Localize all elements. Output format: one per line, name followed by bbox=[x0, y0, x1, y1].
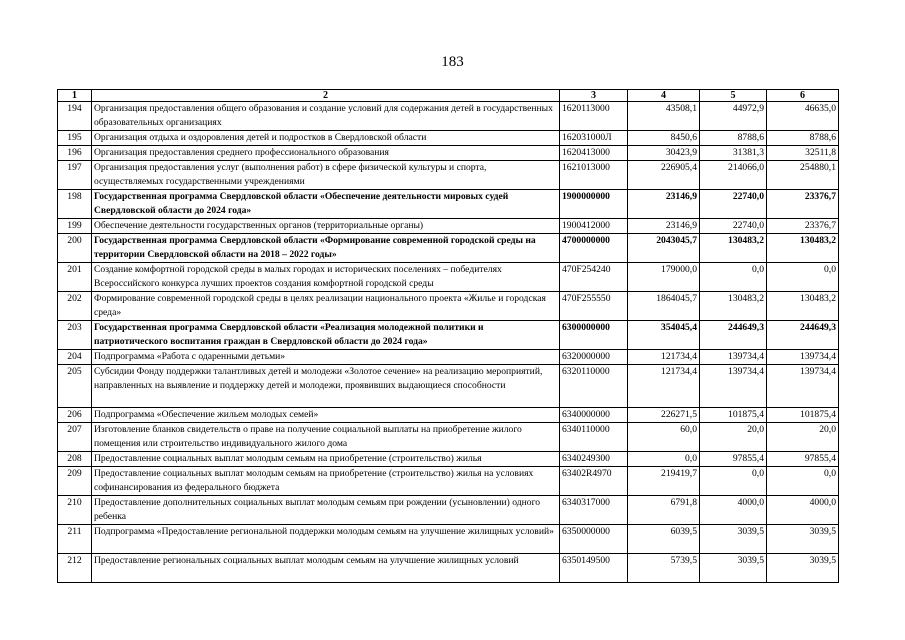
page-number: 183 bbox=[441, 54, 464, 70]
row-code: 63402R4970 bbox=[560, 467, 628, 496]
table-row bbox=[58, 321, 839, 350]
row-value-col5: 130483,2 bbox=[700, 234, 767, 263]
table-row bbox=[58, 365, 839, 408]
table-row bbox=[58, 554, 839, 583]
row-number: 211 bbox=[58, 525, 92, 554]
row-code: 6340000000 bbox=[560, 408, 628, 423]
row-value-col4: 23146,9 bbox=[628, 190, 700, 219]
row-value-col5: 97855,4 bbox=[700, 452, 767, 467]
row-value-col6: 130483,2 bbox=[767, 234, 839, 263]
row-value-col6: 139734,4 bbox=[767, 365, 839, 408]
row-code: 1900000000 bbox=[560, 190, 628, 219]
row-number: 200 bbox=[58, 234, 92, 263]
row-value-col6: 130483,2 bbox=[767, 292, 839, 321]
budget-table bbox=[57, 89, 839, 583]
row-value-col6: 254880,1 bbox=[767, 161, 839, 190]
row-name: Предоставление региональных социальных выплат молодым семьям на улучшение жилищных условий bbox=[92, 554, 560, 583]
table-row bbox=[58, 408, 839, 423]
row-value-col6: 139734,4 bbox=[767, 350, 839, 365]
table-row bbox=[58, 102, 839, 131]
row-name: Субсидии Фонду поддержки талантливых детей и молодежи «Золотое сечение» на реализацию мероприятий, направленных на выявление и поддержку детей и молодежи, проявивших выдающиеся способности bbox=[92, 365, 560, 408]
row-code: 1620113000 bbox=[560, 102, 628, 131]
row-value-col4: 8450,6 bbox=[628, 131, 700, 146]
row-value-col4: 43508,1 bbox=[628, 102, 700, 131]
row-value-col5: 244649,3 bbox=[700, 321, 767, 350]
row-value-col5: 31381,3 bbox=[700, 146, 767, 161]
row-number: 199 bbox=[58, 219, 92, 234]
row-name: Подпрограмма «Работа с одаренными детьми» bbox=[92, 350, 560, 365]
row-name: Организация предоставления услуг (выполнения работ) в сфере физической культуры и спорта, осуществляемых государственными учреждениями bbox=[92, 161, 560, 190]
table-header-row bbox=[58, 90, 839, 102]
row-name: Подпрограмма «Обеспечение жильем молодых семей» bbox=[92, 408, 560, 423]
row-value-col6: 46635,0 bbox=[767, 102, 839, 131]
row-value-col4: 6039,5 bbox=[628, 525, 700, 554]
table-row bbox=[58, 292, 839, 321]
row-value-col5: 0,0 bbox=[700, 467, 767, 496]
table-row bbox=[58, 161, 839, 190]
row-value-col4: 6791,8 bbox=[628, 496, 700, 525]
row-name: Государственная программа Свердловской области «Обеспечение деятельности мировых судей Свердловской области до 2024 года» bbox=[92, 190, 560, 219]
row-number: 210 bbox=[58, 496, 92, 525]
row-value-col4: 226271,5 bbox=[628, 408, 700, 423]
table-row bbox=[58, 423, 839, 452]
row-number: 198 bbox=[58, 190, 92, 219]
row-number: 202 bbox=[58, 292, 92, 321]
row-value-col4: 30423,9 bbox=[628, 146, 700, 161]
table-row bbox=[58, 467, 839, 496]
row-value-col6: 3039,5 bbox=[767, 525, 839, 554]
row-number: 207 bbox=[58, 423, 92, 452]
row-number: 209 bbox=[58, 467, 92, 496]
row-number: 197 bbox=[58, 161, 92, 190]
table-row bbox=[58, 452, 839, 467]
row-value-col4: 354045,4 bbox=[628, 321, 700, 350]
row-number: 201 bbox=[58, 263, 92, 292]
row-value-col5: 22740,0 bbox=[700, 190, 767, 219]
row-name: Государственная программа Свердловской области «Реализация молодежной политики и патриотического воспитания граждан в Свердловской области до 2024 года» bbox=[92, 321, 560, 350]
row-number: 205 bbox=[58, 365, 92, 408]
row-number: 204 bbox=[58, 350, 92, 365]
row-value-col6: 20,0 bbox=[767, 423, 839, 452]
row-value-col5: 214066,0 bbox=[700, 161, 767, 190]
row-number: 196 bbox=[58, 146, 92, 161]
row-value-col6: 0,0 bbox=[767, 467, 839, 496]
table-row bbox=[58, 131, 839, 146]
column-header: 1 bbox=[58, 90, 92, 102]
column-header: 4 bbox=[628, 90, 700, 102]
row-code: 1621013000 bbox=[560, 161, 628, 190]
row-value-col6: 244649,3 bbox=[767, 321, 839, 350]
row-name: Предоставление дополнительных социальных выплат молодым семьям при рождении (усыновлении) одного ребенка bbox=[92, 496, 560, 525]
row-code: 470F254240 bbox=[560, 263, 628, 292]
row-value-col5: 4000,0 bbox=[700, 496, 767, 525]
row-number: 208 bbox=[58, 452, 92, 467]
row-name: Государственная программа Свердловской области «Формирование современной городской среды на территории Свердловской области на 2018 – 2022 годы» bbox=[92, 234, 560, 263]
row-value-col5: 44972,9 bbox=[700, 102, 767, 131]
row-value-col4: 2043045,7 bbox=[628, 234, 700, 263]
row-code: 162031000Л bbox=[560, 131, 628, 146]
row-value-col5: 22740,0 bbox=[700, 219, 767, 234]
row-value-col4: 219419,7 bbox=[628, 467, 700, 496]
row-code: 6320110000 bbox=[560, 365, 628, 408]
table-row bbox=[58, 496, 839, 525]
row-code: 4700000000 bbox=[560, 234, 628, 263]
row-value-col5: 20,0 bbox=[700, 423, 767, 452]
row-value-col4: 60,0 bbox=[628, 423, 700, 452]
row-name: Организация отдыха и оздоровления детей и подростков в Свердловской области bbox=[92, 131, 560, 146]
row-name: Изготовление бланков свидетельств о праве на получение социальной выплаты на приобретение жилого помещения или строительство индивидуального жилого дома bbox=[92, 423, 560, 452]
row-name: Организация предоставления среднего профессионального образования bbox=[92, 146, 560, 161]
row-code: 470F255550 bbox=[560, 292, 628, 321]
row-value-col5: 130483,2 bbox=[700, 292, 767, 321]
column-header: 5 bbox=[700, 90, 767, 102]
row-name: Предоставление социальных выплат молодым семьям на приобретение (строительство) жилья bbox=[92, 452, 560, 467]
row-number: 194 bbox=[58, 102, 92, 131]
column-header: 3 bbox=[560, 90, 628, 102]
row-code: 1900412000 bbox=[560, 219, 628, 234]
table-row bbox=[58, 234, 839, 263]
row-code: 6340317000 bbox=[560, 496, 628, 525]
row-value-col6: 8788,6 bbox=[767, 131, 839, 146]
row-code: 6320000000 bbox=[560, 350, 628, 365]
row-number: 206 bbox=[58, 408, 92, 423]
row-value-col5: 3039,5 bbox=[700, 525, 767, 554]
table-row bbox=[58, 219, 839, 234]
column-header: 6 bbox=[767, 90, 839, 102]
row-value-col5: 8788,6 bbox=[700, 131, 767, 146]
row-value-col5: 0,0 bbox=[700, 263, 767, 292]
row-value-col4: 121734,4 bbox=[628, 365, 700, 408]
row-code: 6340249300 bbox=[560, 452, 628, 467]
row-value-col6: 101875,4 bbox=[767, 408, 839, 423]
row-value-col5: 101875,4 bbox=[700, 408, 767, 423]
row-value-col5: 139734,4 bbox=[700, 365, 767, 408]
row-value-col6: 0,0 bbox=[767, 263, 839, 292]
row-code: 6350149500 bbox=[560, 554, 628, 583]
row-name: Подпрограмма «Предоставление региональной поддержки молодым семьям на улучшение жилищных условий» bbox=[92, 525, 560, 554]
row-value-col4: 1864045,7 bbox=[628, 292, 700, 321]
row-name: Создание комфортной городской среды в малых городах и исторических поселениях – победителях Всероссийского конкурса лучших проектов создания комфортной городской среды bbox=[92, 263, 560, 292]
row-value-col6: 23376,7 bbox=[767, 219, 839, 234]
table-row bbox=[58, 525, 839, 554]
row-number: 212 bbox=[58, 554, 92, 583]
row-value-col4: 121734,4 bbox=[628, 350, 700, 365]
table-row bbox=[58, 146, 839, 161]
row-value-col6: 3039,5 bbox=[767, 554, 839, 583]
row-value-col6: 97855,4 bbox=[767, 452, 839, 467]
row-value-col4: 179000,0 bbox=[628, 263, 700, 292]
row-code: 6350000000 bbox=[560, 525, 628, 554]
row-value-col4: 23146,9 bbox=[628, 219, 700, 234]
row-value-col6: 4000,0 bbox=[767, 496, 839, 525]
row-number: 195 bbox=[58, 131, 92, 146]
row-value-col5: 3039,5 bbox=[700, 554, 767, 583]
table-row bbox=[58, 263, 839, 292]
table-row bbox=[58, 190, 839, 219]
column-header: 2 bbox=[92, 90, 560, 102]
row-value-col6: 23376,7 bbox=[767, 190, 839, 219]
table-row bbox=[58, 350, 839, 365]
row-value-col4: 226905,4 bbox=[628, 161, 700, 190]
row-code: 6300000000 bbox=[560, 321, 628, 350]
row-name: Предоставление социальных выплат молодым семьям на приобретение (строительство) жилья на условиях софинансирования из федерального бюджета bbox=[92, 467, 560, 496]
table-body bbox=[58, 102, 839, 583]
row-value-col6: 32511,8 bbox=[767, 146, 839, 161]
row-number: 203 bbox=[58, 321, 92, 350]
row-code: 6340110000 bbox=[560, 423, 628, 452]
row-name: Формирование современной городской среды в целях реализации национального проекта «Жилье и городская среда» bbox=[92, 292, 560, 321]
row-value-col4: 5739,5 bbox=[628, 554, 700, 583]
row-value-col4: 0,0 bbox=[628, 452, 700, 467]
row-code: 1620413000 bbox=[560, 146, 628, 161]
row-name: Обеспечение деятельности государственных органов (территориальные органы) bbox=[92, 219, 560, 234]
row-name: Организация предоставления общего образования и создание условий для содержания детей в государственных образовательных организациях bbox=[92, 102, 560, 131]
row-value-col5: 139734,4 bbox=[700, 350, 767, 365]
